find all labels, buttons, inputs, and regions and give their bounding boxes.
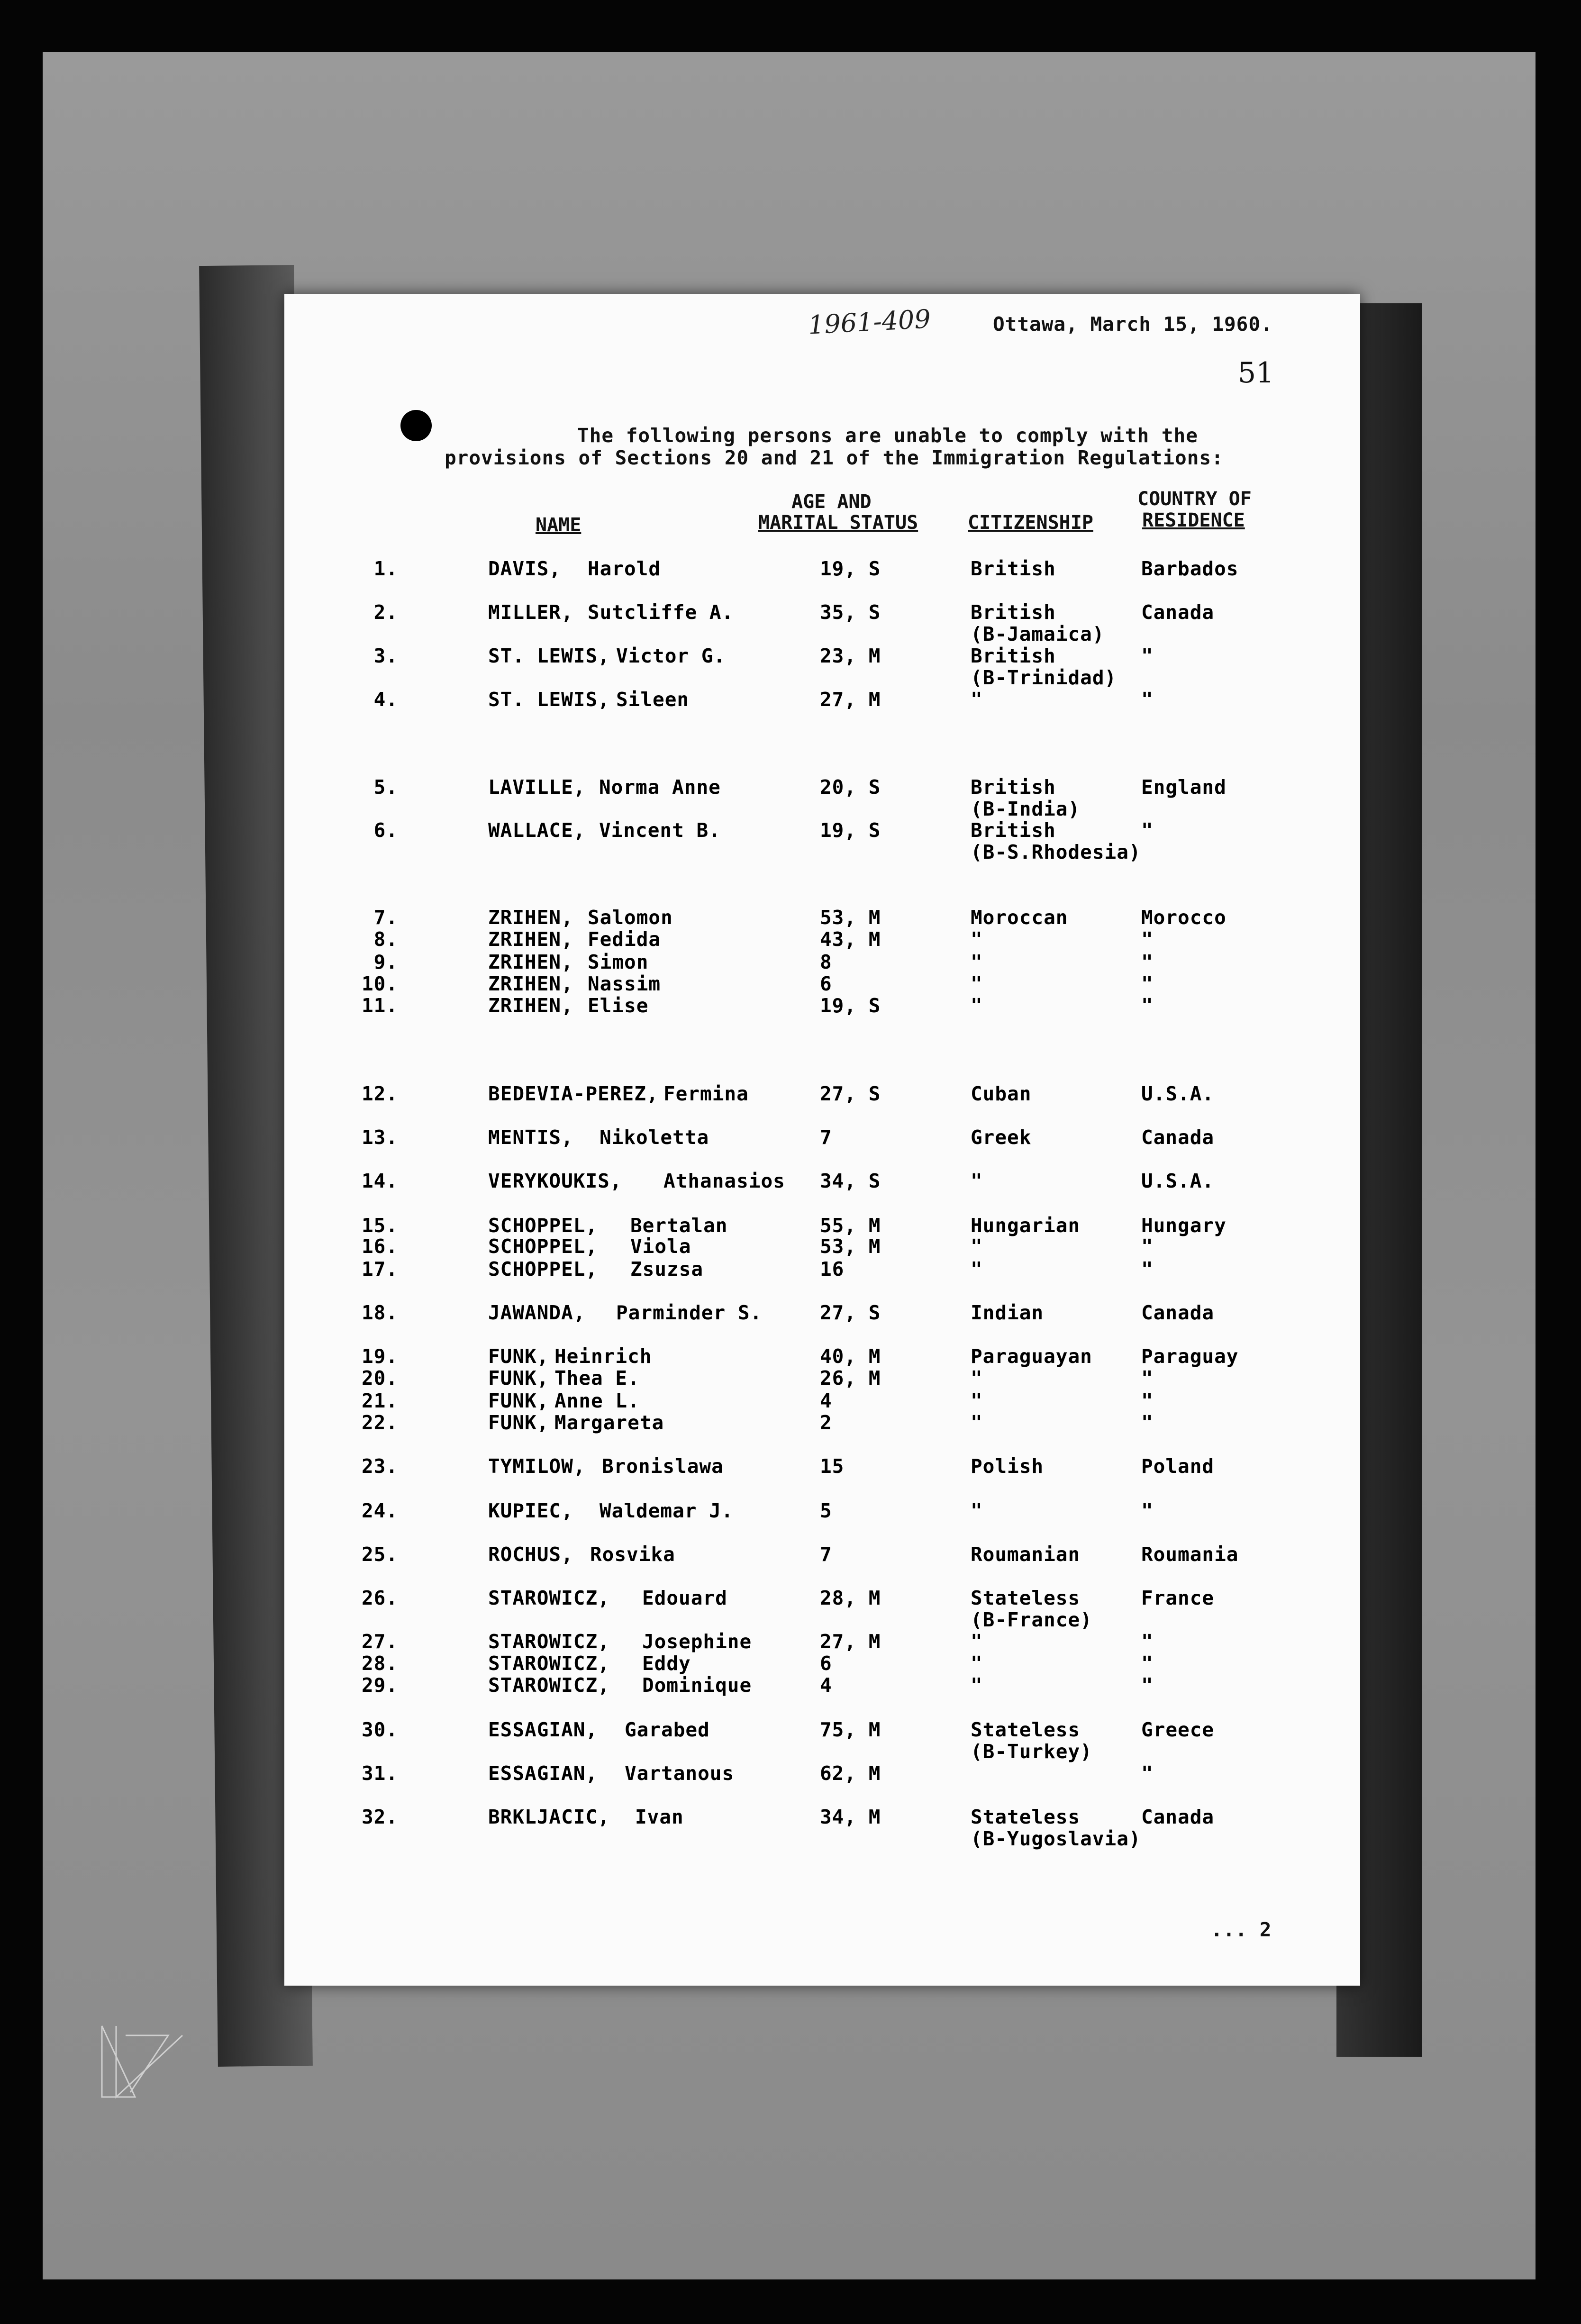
- table-row: [0, 1762, 1581, 1790]
- country-of-residence: ": [1141, 819, 1154, 842]
- country-of-residence: Roumania: [1141, 1543, 1239, 1566]
- row-number: 30.: [361, 1718, 398, 1741]
- country-of-residence: Hungary: [1141, 1214, 1227, 1237]
- row-number: 10.: [361, 972, 398, 995]
- given-name: Anne L.: [554, 1389, 640, 1412]
- row-number: 13.: [361, 1126, 398, 1149]
- surname: FUNK,: [488, 1389, 549, 1412]
- row-number: 18.: [361, 1301, 398, 1324]
- row-number: 31.: [361, 1762, 398, 1785]
- age-marital-status: 35, S: [820, 601, 881, 624]
- intro-line-2: provisions of Sections 20 and 21 of the Immigration Regulations:: [445, 446, 1224, 469]
- given-name: Vartanous: [625, 1762, 735, 1785]
- age-marital-status: 26, M: [820, 1367, 881, 1389]
- citizenship: Polish: [971, 1455, 1044, 1478]
- table-row: [0, 557, 1581, 586]
- citizenship: Stateless: [971, 1587, 1081, 1609]
- age-marital-status: 2: [820, 1411, 832, 1434]
- given-name: Simon: [588, 951, 649, 973]
- row-number: 25.: [361, 1543, 398, 1566]
- column-header-residence-line1: COUNTRY OF: [1137, 488, 1252, 510]
- table-row: [0, 645, 1581, 689]
- surname: JAWANDA,: [488, 1301, 586, 1324]
- surname: ESSAGIAN,: [488, 1718, 598, 1741]
- surname: ZRIHEN,: [488, 928, 573, 951]
- given-name: Rosvika: [590, 1543, 675, 1566]
- surname: ROCHUS,: [488, 1543, 573, 1566]
- country-of-residence: France: [1141, 1587, 1215, 1609]
- surname: FUNK,: [488, 1367, 549, 1389]
- age-marital-status: 15: [820, 1455, 845, 1478]
- country-of-residence: England: [1141, 776, 1227, 799]
- age-marital-status: 53, M: [820, 906, 881, 929]
- given-name: Fedida: [588, 928, 661, 951]
- table-row: [0, 688, 1581, 717]
- given-name: Edouard: [642, 1587, 727, 1609]
- intro-line-1: The following persons are unable to comply with the: [577, 424, 1198, 447]
- country-of-residence: ": [1141, 645, 1154, 667]
- column-header-age-line2: MARITAL STATUS: [758, 512, 918, 534]
- film-corner-mark: [97, 2021, 187, 2102]
- age-marital-status: 20, S: [820, 776, 881, 799]
- citizenship: ": [971, 951, 983, 973]
- surname: ESSAGIAN,: [488, 1762, 598, 1785]
- country-of-residence: Canada: [1141, 1301, 1215, 1324]
- country-of-residence: ": [1141, 1762, 1154, 1785]
- country-of-residence: Canada: [1141, 1126, 1215, 1149]
- citizenship: British: [971, 776, 1056, 799]
- given-name: Vincent B.: [599, 819, 721, 842]
- given-name: Dominique: [642, 1674, 752, 1697]
- row-number: 24.: [361, 1499, 398, 1522]
- citizenship: ": [971, 1367, 983, 1389]
- continued-marker: ... 2: [1211, 1918, 1272, 1941]
- row-number: 14.: [361, 1170, 398, 1192]
- row-number: 19.: [361, 1345, 398, 1368]
- row-number: 11.: [361, 994, 398, 1017]
- citizenship: ": [971, 1630, 983, 1653]
- citizenship: British: [971, 645, 1056, 667]
- surname: KUPIEC,: [488, 1499, 573, 1522]
- citizenship: Hungarian: [971, 1214, 1081, 1237]
- citizenship: ": [971, 1674, 983, 1697]
- row-number: 26.: [361, 1587, 398, 1609]
- country-of-residence: Canada: [1141, 1806, 1215, 1828]
- age-marital-status: 55, M: [820, 1214, 881, 1237]
- given-name: Heinrich: [554, 1345, 652, 1368]
- age-marital-status: 4: [820, 1389, 832, 1412]
- table-row: [0, 1082, 1581, 1111]
- table-row: [0, 819, 1581, 863]
- column-header-name: NAME: [536, 514, 582, 536]
- given-name: Margareta: [554, 1411, 664, 1434]
- age-marital-status: 34, M: [820, 1806, 881, 1828]
- row-number: 21.: [361, 1389, 398, 1412]
- age-marital-status: 27, M: [820, 1630, 881, 1653]
- surname: STAROWICZ,: [488, 1652, 610, 1675]
- country-of-residence: ": [1141, 1674, 1154, 1697]
- table-row: [0, 1126, 1581, 1154]
- table-row: [0, 1718, 1581, 1763]
- citizenship: ": [971, 1652, 983, 1675]
- citizenship: Paraguayan: [971, 1345, 1092, 1368]
- country-of-residence: U.S.A.: [1141, 1082, 1215, 1105]
- citizenship: ": [971, 688, 983, 711]
- citizenship: ": [971, 1499, 983, 1522]
- table-row: [0, 1499, 1581, 1528]
- surname: FUNK,: [488, 1411, 549, 1434]
- country-of-residence: ": [1141, 928, 1154, 951]
- country-of-residence: Poland: [1141, 1455, 1215, 1478]
- surname: MILLER,: [488, 601, 573, 624]
- age-marital-status: 27, M: [820, 688, 881, 711]
- age-marital-status: 16: [820, 1258, 845, 1280]
- age-marital-status: 40, M: [820, 1345, 881, 1368]
- age-marital-status: 19, S: [820, 994, 881, 1017]
- surname: STAROWICZ,: [488, 1630, 610, 1653]
- country-of-residence: ": [1141, 1235, 1154, 1258]
- row-number: 32.: [361, 1806, 398, 1828]
- surname: LAVILLE,: [488, 776, 586, 799]
- given-name: Nikoletta: [600, 1126, 709, 1149]
- row-number: 1.: [373, 557, 398, 580]
- age-marital-status: 34, S: [820, 1170, 881, 1192]
- row-number: 6.: [373, 819, 398, 842]
- age-marital-status: 75, M: [820, 1718, 881, 1741]
- table-row: [0, 1170, 1581, 1198]
- country-of-residence: Morocco: [1141, 906, 1227, 929]
- citizenship: ": [971, 994, 983, 1017]
- surname: ZRIHEN,: [488, 951, 573, 973]
- surname: MENTIS,: [488, 1126, 573, 1149]
- country-of-residence: ": [1141, 1499, 1154, 1522]
- given-name: Bronislawa: [602, 1455, 724, 1478]
- age-marital-status: 53, M: [820, 1235, 881, 1258]
- citizenship: ": [971, 1258, 983, 1280]
- age-marital-status: 4: [820, 1674, 832, 1697]
- column-header-age-line1: AGE AND: [791, 491, 872, 513]
- surname: DAVIS,: [488, 557, 562, 580]
- country-of-residence: Paraguay: [1141, 1345, 1239, 1368]
- surname: STAROWICZ,: [488, 1674, 610, 1697]
- citizenship: ": [971, 1411, 983, 1434]
- table-row: [0, 776, 1581, 820]
- surname: ST. LEWIS,: [488, 688, 610, 711]
- handwritten-reference: 1961-409: [807, 304, 932, 340]
- given-name: Athanasios: [663, 1170, 785, 1192]
- surname: ST. LEWIS,: [488, 645, 610, 667]
- row-number: 20.: [361, 1367, 398, 1389]
- country-of-residence: ": [1141, 1652, 1154, 1675]
- surname: STAROWICZ,: [488, 1587, 610, 1609]
- citizenship: Stateless: [971, 1806, 1081, 1828]
- place-date: Ottawa, March 15, 1960.: [993, 313, 1273, 336]
- given-name: Parminder S.: [616, 1301, 763, 1324]
- age-marital-status: 7: [820, 1126, 832, 1149]
- age-marital-status: 19, S: [820, 557, 881, 580]
- given-name: Zsuzsa: [630, 1258, 704, 1280]
- country-of-residence: ": [1141, 1389, 1154, 1412]
- row-number: 4.: [373, 688, 398, 711]
- surname: BEDEVIA-PEREZ,: [488, 1082, 659, 1105]
- given-name: Bertalan: [630, 1214, 728, 1237]
- table-row: [0, 1301, 1581, 1330]
- column-header-citizenship: CITIZENSHIP: [968, 512, 1093, 534]
- row-number: 8.: [373, 928, 398, 951]
- given-name: Elise: [588, 994, 649, 1017]
- surname: SCHOPPEL,: [488, 1214, 598, 1237]
- given-name: Victor G.: [616, 645, 726, 667]
- table-row: [0, 1674, 1581, 1702]
- given-name: Norma Anne: [599, 776, 721, 799]
- row-number: 9.: [373, 951, 398, 973]
- citizenship: Stateless: [971, 1718, 1081, 1741]
- age-marital-status: 23, M: [820, 645, 881, 667]
- row-number: 29.: [361, 1674, 398, 1697]
- country-of-residence: Canada: [1141, 601, 1215, 624]
- country-of-residence: ": [1141, 1258, 1154, 1280]
- country-of-residence: ": [1141, 688, 1154, 711]
- citizenship: Indian: [971, 1301, 1044, 1324]
- surname: TYMILOW,: [488, 1455, 586, 1478]
- citizenship: British: [971, 557, 1056, 580]
- age-marital-status: 6: [820, 972, 832, 995]
- surname: ZRIHEN,: [488, 994, 573, 1017]
- row-number: 16.: [361, 1235, 398, 1258]
- given-name: Sutcliffe A.: [588, 601, 734, 624]
- citizenship: ": [971, 972, 983, 995]
- country-of-residence: ": [1141, 972, 1154, 995]
- citizenship: ": [971, 928, 983, 951]
- surname: FUNK,: [488, 1345, 549, 1368]
- surname: SCHOPPEL,: [488, 1258, 598, 1280]
- table-row: [0, 1587, 1581, 1631]
- given-name: Thea E.: [554, 1367, 640, 1389]
- age-marital-status: 27, S: [820, 1301, 881, 1324]
- citizenship: ": [971, 1235, 983, 1258]
- row-number: 17.: [361, 1258, 398, 1280]
- country-of-residence: ": [1141, 1630, 1154, 1653]
- birthplace-note: (B-Yugoslavia): [971, 1827, 1141, 1850]
- table-row: [0, 1411, 1581, 1440]
- citizenship: ": [971, 1170, 983, 1192]
- given-name: Harold: [588, 557, 661, 580]
- age-marital-status: 6: [820, 1652, 832, 1675]
- given-name: Viola: [630, 1235, 691, 1258]
- citizenship: Moroccan: [971, 906, 1068, 929]
- row-number: 5.: [373, 776, 398, 799]
- given-name: Ivan: [635, 1806, 684, 1828]
- age-marital-status: 8: [820, 951, 832, 973]
- citizenship: British: [971, 819, 1056, 842]
- surname: ZRIHEN,: [488, 972, 573, 995]
- row-number: 3.: [373, 645, 398, 667]
- birthplace-note: (B-India): [971, 798, 1081, 820]
- country-of-residence: ": [1141, 1411, 1154, 1434]
- surname: WALLACE,: [488, 819, 586, 842]
- citizenship: British: [971, 601, 1056, 624]
- punch-hole: [400, 410, 432, 441]
- age-marital-status: 7: [820, 1543, 832, 1566]
- table-row: [0, 1806, 1581, 1850]
- birthplace-note: (B-Turkey): [971, 1740, 1092, 1763]
- age-marital-status: 43, M: [820, 928, 881, 951]
- given-name: Salomon: [588, 906, 673, 929]
- birthplace-note: (B-S.Rhodesia): [971, 841, 1141, 863]
- country-of-residence: Greece: [1141, 1718, 1215, 1741]
- citizenship: Greek: [971, 1126, 1032, 1149]
- country-of-residence: ": [1141, 951, 1154, 973]
- country-of-residence: U.S.A.: [1141, 1170, 1215, 1192]
- given-name: Fermina: [663, 1082, 749, 1105]
- birthplace-note: (B-France): [971, 1608, 1092, 1631]
- age-marital-status: 5: [820, 1499, 832, 1522]
- row-number: 28.: [361, 1652, 398, 1675]
- row-number: 23.: [361, 1455, 398, 1478]
- surname: SCHOPPEL,: [488, 1235, 598, 1258]
- age-marital-status: 62, M: [820, 1762, 881, 1785]
- column-header-residence-line2: RESIDENCE: [1142, 509, 1245, 531]
- row-number: 27.: [361, 1630, 398, 1653]
- page-number: 51: [1238, 356, 1274, 390]
- given-name: Nassim: [588, 972, 661, 995]
- row-number: 2.: [373, 601, 398, 624]
- given-name: Garabed: [625, 1718, 710, 1741]
- table-row: [0, 1455, 1581, 1483]
- age-marital-status: 28, M: [820, 1587, 881, 1609]
- country-of-residence: ": [1141, 994, 1154, 1017]
- age-marital-status: 19, S: [820, 819, 881, 842]
- table-row: [0, 994, 1581, 1023]
- citizenship: ": [971, 1389, 983, 1412]
- given-name: Eddy: [642, 1652, 691, 1675]
- age-marital-status: 27, S: [820, 1082, 881, 1105]
- table-row: [0, 1543, 1581, 1571]
- row-number: 7.: [373, 906, 398, 929]
- citizenship: Roumanian: [971, 1543, 1081, 1566]
- table-row: [0, 1258, 1581, 1286]
- given-name: Waldemar J.: [600, 1499, 734, 1522]
- citizenship: Cuban: [971, 1082, 1032, 1105]
- table-row: [0, 601, 1581, 645]
- birthplace-note: (B-Jamaica): [971, 623, 1105, 645]
- surname: BRKLJACIC,: [488, 1806, 610, 1828]
- row-number: 12.: [361, 1082, 398, 1105]
- country-of-residence: ": [1141, 1367, 1154, 1389]
- surname: VERYKOUKIS,: [488, 1170, 622, 1192]
- country-of-residence: Barbados: [1141, 557, 1239, 580]
- row-number: 15.: [361, 1214, 398, 1237]
- surname: ZRIHEN,: [488, 906, 573, 929]
- birthplace-note: (B-Trinidad): [971, 666, 1117, 689]
- given-name: Sileen: [616, 688, 690, 711]
- row-number: 22.: [361, 1411, 398, 1434]
- given-name: Josephine: [642, 1630, 752, 1653]
